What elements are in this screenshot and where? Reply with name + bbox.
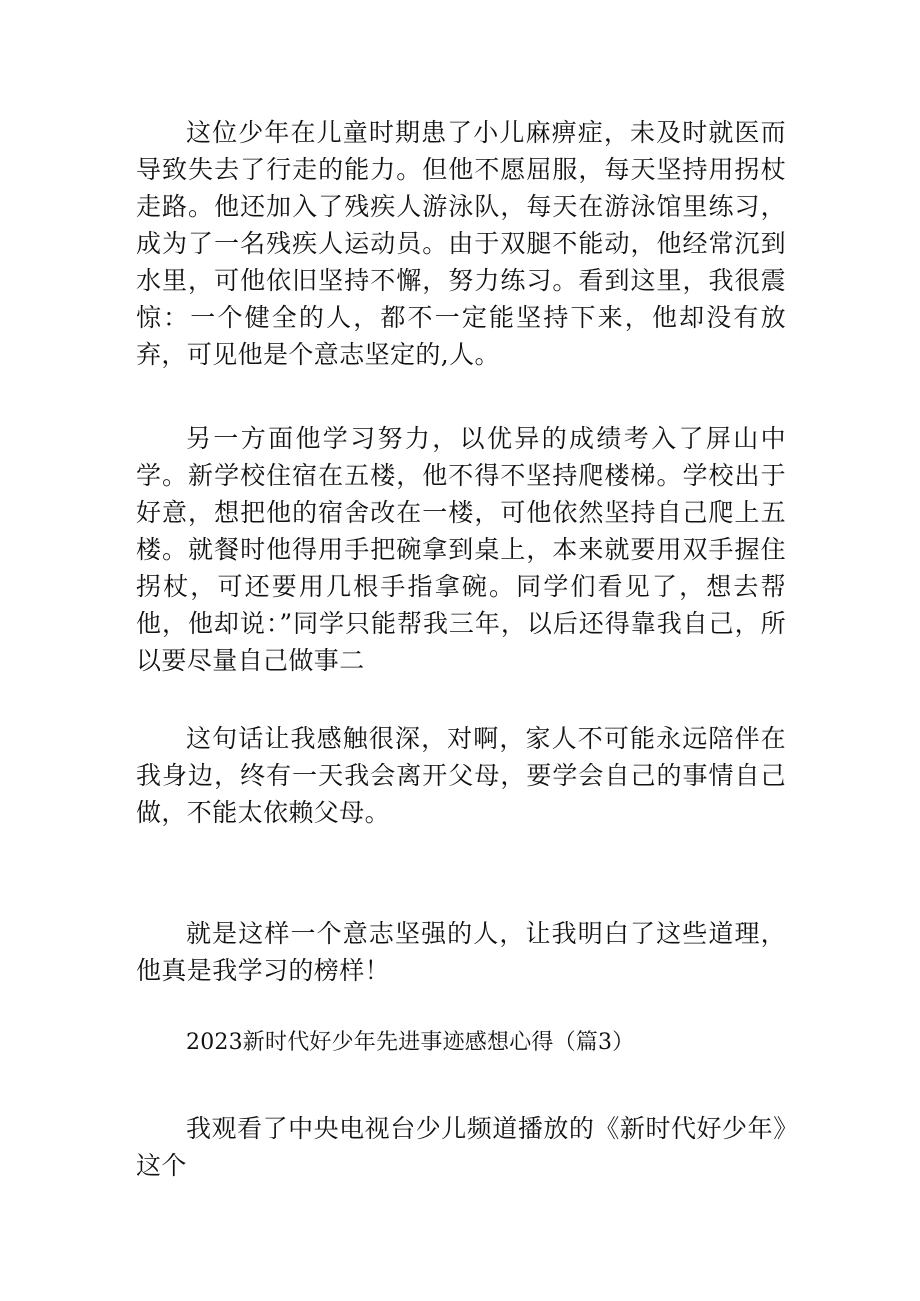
section-title: 2023新时代好少年先进事迹感想心得（篇3） <box>186 1030 635 1055</box>
paragraph-2: 另一方面他学习努力，以优异的成绩考入了屏山中学。新学校住宿在五楼，他不得不坚持爬楼梯。学校出于好意，想把他的宿舍改在一楼，可他依然坚持自己爬上五楼。就餐时他得用手把碗拿到桌上，本来就要用双手握住拐杖，可还要用几根手指拿碗。同学们看见了，想去帮他，他却说：”同学只能帮我三年，以后还得靠我自己，所以要尽量自己做事二 <box>136 424 786 675</box>
paragraph-1: 这位少年在儿童时期患了小儿麻痹症，未及时就医而导致失去了行走的能力。但他不愿屈服，每天坚持用拐杖走路。他还加入了残疾人游泳队，每天在游泳馆里练习，成为了一名残疾人运动员。由于双腿不能动，他经常沉到水里，可他依旧坚持不懈，努力练习。看到这里，我很震惊：一个健全的人，都不一定能坚持下来，他却没有放弃，可见他是个意志坚定的,人。 <box>136 118 786 369</box>
paragraph-3: 这句话让我感触很深，对啊，家人不可能永远陪伴在我身边，终有一天我会离开父母，要学会自己的事情自己做，不能太依赖父母。 <box>136 724 786 827</box>
paragraph-4: 就是这样一个意志坚强的人，让我明白了这些道理，他真是我学习的榜样！ <box>136 919 786 985</box>
paragraph-5: 我观看了中央电视台少儿频道播放的《新时代好少年》这个 <box>136 1114 786 1180</box>
